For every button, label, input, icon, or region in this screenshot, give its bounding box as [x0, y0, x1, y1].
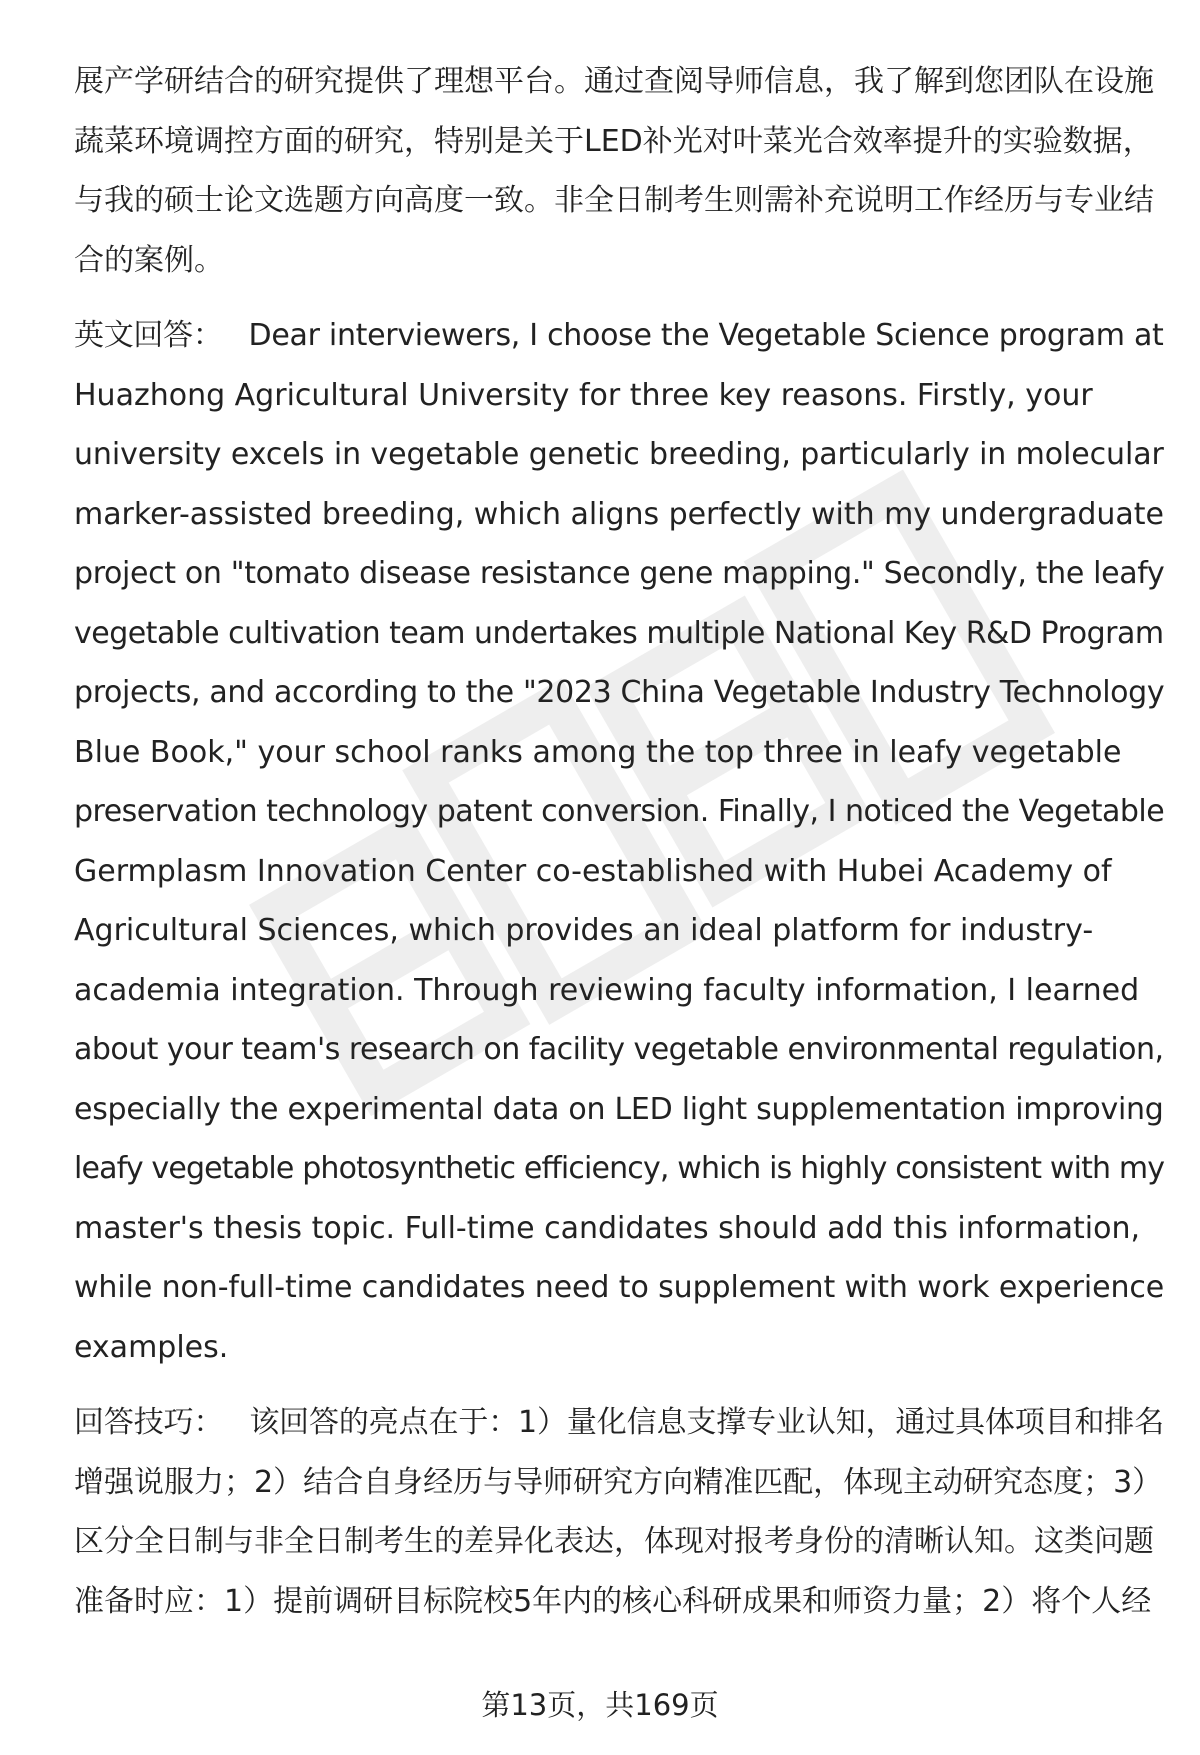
text-line: about your team's research on facility vegetable environmental regulation,: [74, 1032, 1164, 1067]
text-line: while non-full-time candidates need to supplement with work experience: [74, 1270, 1165, 1305]
text-line: 准备时应：1）提前调研目标院校5年内的核心科研成果和师资力量；2）将个人经: [74, 1583, 1152, 1619]
text-line: Germplasm Innovation Center co-established with Hubei Academy of: [74, 853, 1112, 889]
text-line: 蔬菜环境调控方面的研究，特别是关于LED补光对叶菜光合效率提升的实验数据，: [74, 123, 1153, 159]
intro-paragraph: [74, 52, 1164, 290]
text-line: [74, 1393, 1164, 1453]
text-line: 区分全日制与非全日制考生的差异化表达，体现对报考身份的清晰认知。这类问题: [74, 1524, 1154, 1559]
page-number: 第13页，共169页: [481, 1688, 719, 1722]
text-line: university excels in vegetable genetic breeding, particularly in molecular: [74, 437, 1164, 472]
text-line: 与我的硕士论文选题方向高度一致。非全日制考生则需补充说明工作经历与专业结: [74, 183, 1154, 218]
text-line: master's thesis topic. Full-time candidates should add this information,: [74, 1210, 1141, 1246]
text-line: [74, 306, 1164, 366]
text-line: projects, and according to the "2023 China Vegetable Industry Technology: [74, 675, 1165, 710]
text-line: academia integration. Through reviewing faculty information, I learned: [74, 972, 1140, 1008]
text-line: vegetable cultivation team undertakes multiple National Key R&D Program: [74, 615, 1164, 651]
text-line-content: Dear interviewers, I choose the Vegetable Science program at: [248, 318, 1164, 353]
text-line: Blue Book," your school ranks among the top three in leafy vegetable: [74, 734, 1122, 770]
answer-tips-paragraph: [74, 1393, 1164, 1631]
text-line: examples.: [74, 1329, 229, 1365]
text-line: marker-assisted breeding, which aligns perfectly with my undergraduate: [74, 496, 1164, 532]
text-line: 合的案例。: [74, 242, 224, 278]
text-line: leafy vegetable photosynthetic efficiency, which is highly consistent with my: [74, 1151, 1165, 1186]
text-line: 增强说服力；2）结合自身经历与导师研究方向精准匹配，体现主动研究态度；3）: [74, 1464, 1163, 1500]
text-line: Agricultural Sciences, which provides an ideal platform for industry-: [74, 913, 1094, 948]
document-body: [74, 52, 1164, 1631]
text-line: especially the experimental data on LED light supplementation improving: [74, 1091, 1164, 1127]
answer-tips-label: 回答技巧：: [74, 1405, 224, 1440]
text-line: preservation technology patent conversion. Finally, I noticed the Vegetable: [74, 794, 1165, 829]
text-line: project on "tomato disease resistance gene mapping." Secondly, the leafy: [74, 556, 1165, 591]
text-line: Huazhong Agricultural University for three key reasons. Firstly, your: [74, 377, 1093, 413]
text-line-content: 该回答的亮点在于：1）量化信息支撑专业认知，通过具体项目和排名: [249, 1405, 1165, 1440]
text-line: 展产学研结合的研究提供了理想平台。通过查阅导师信息，我了解到您团队在设施: [74, 64, 1154, 99]
english-answer-paragraph: [74, 306, 1164, 1377]
english-answer-label: 英文回答：: [74, 318, 223, 353]
